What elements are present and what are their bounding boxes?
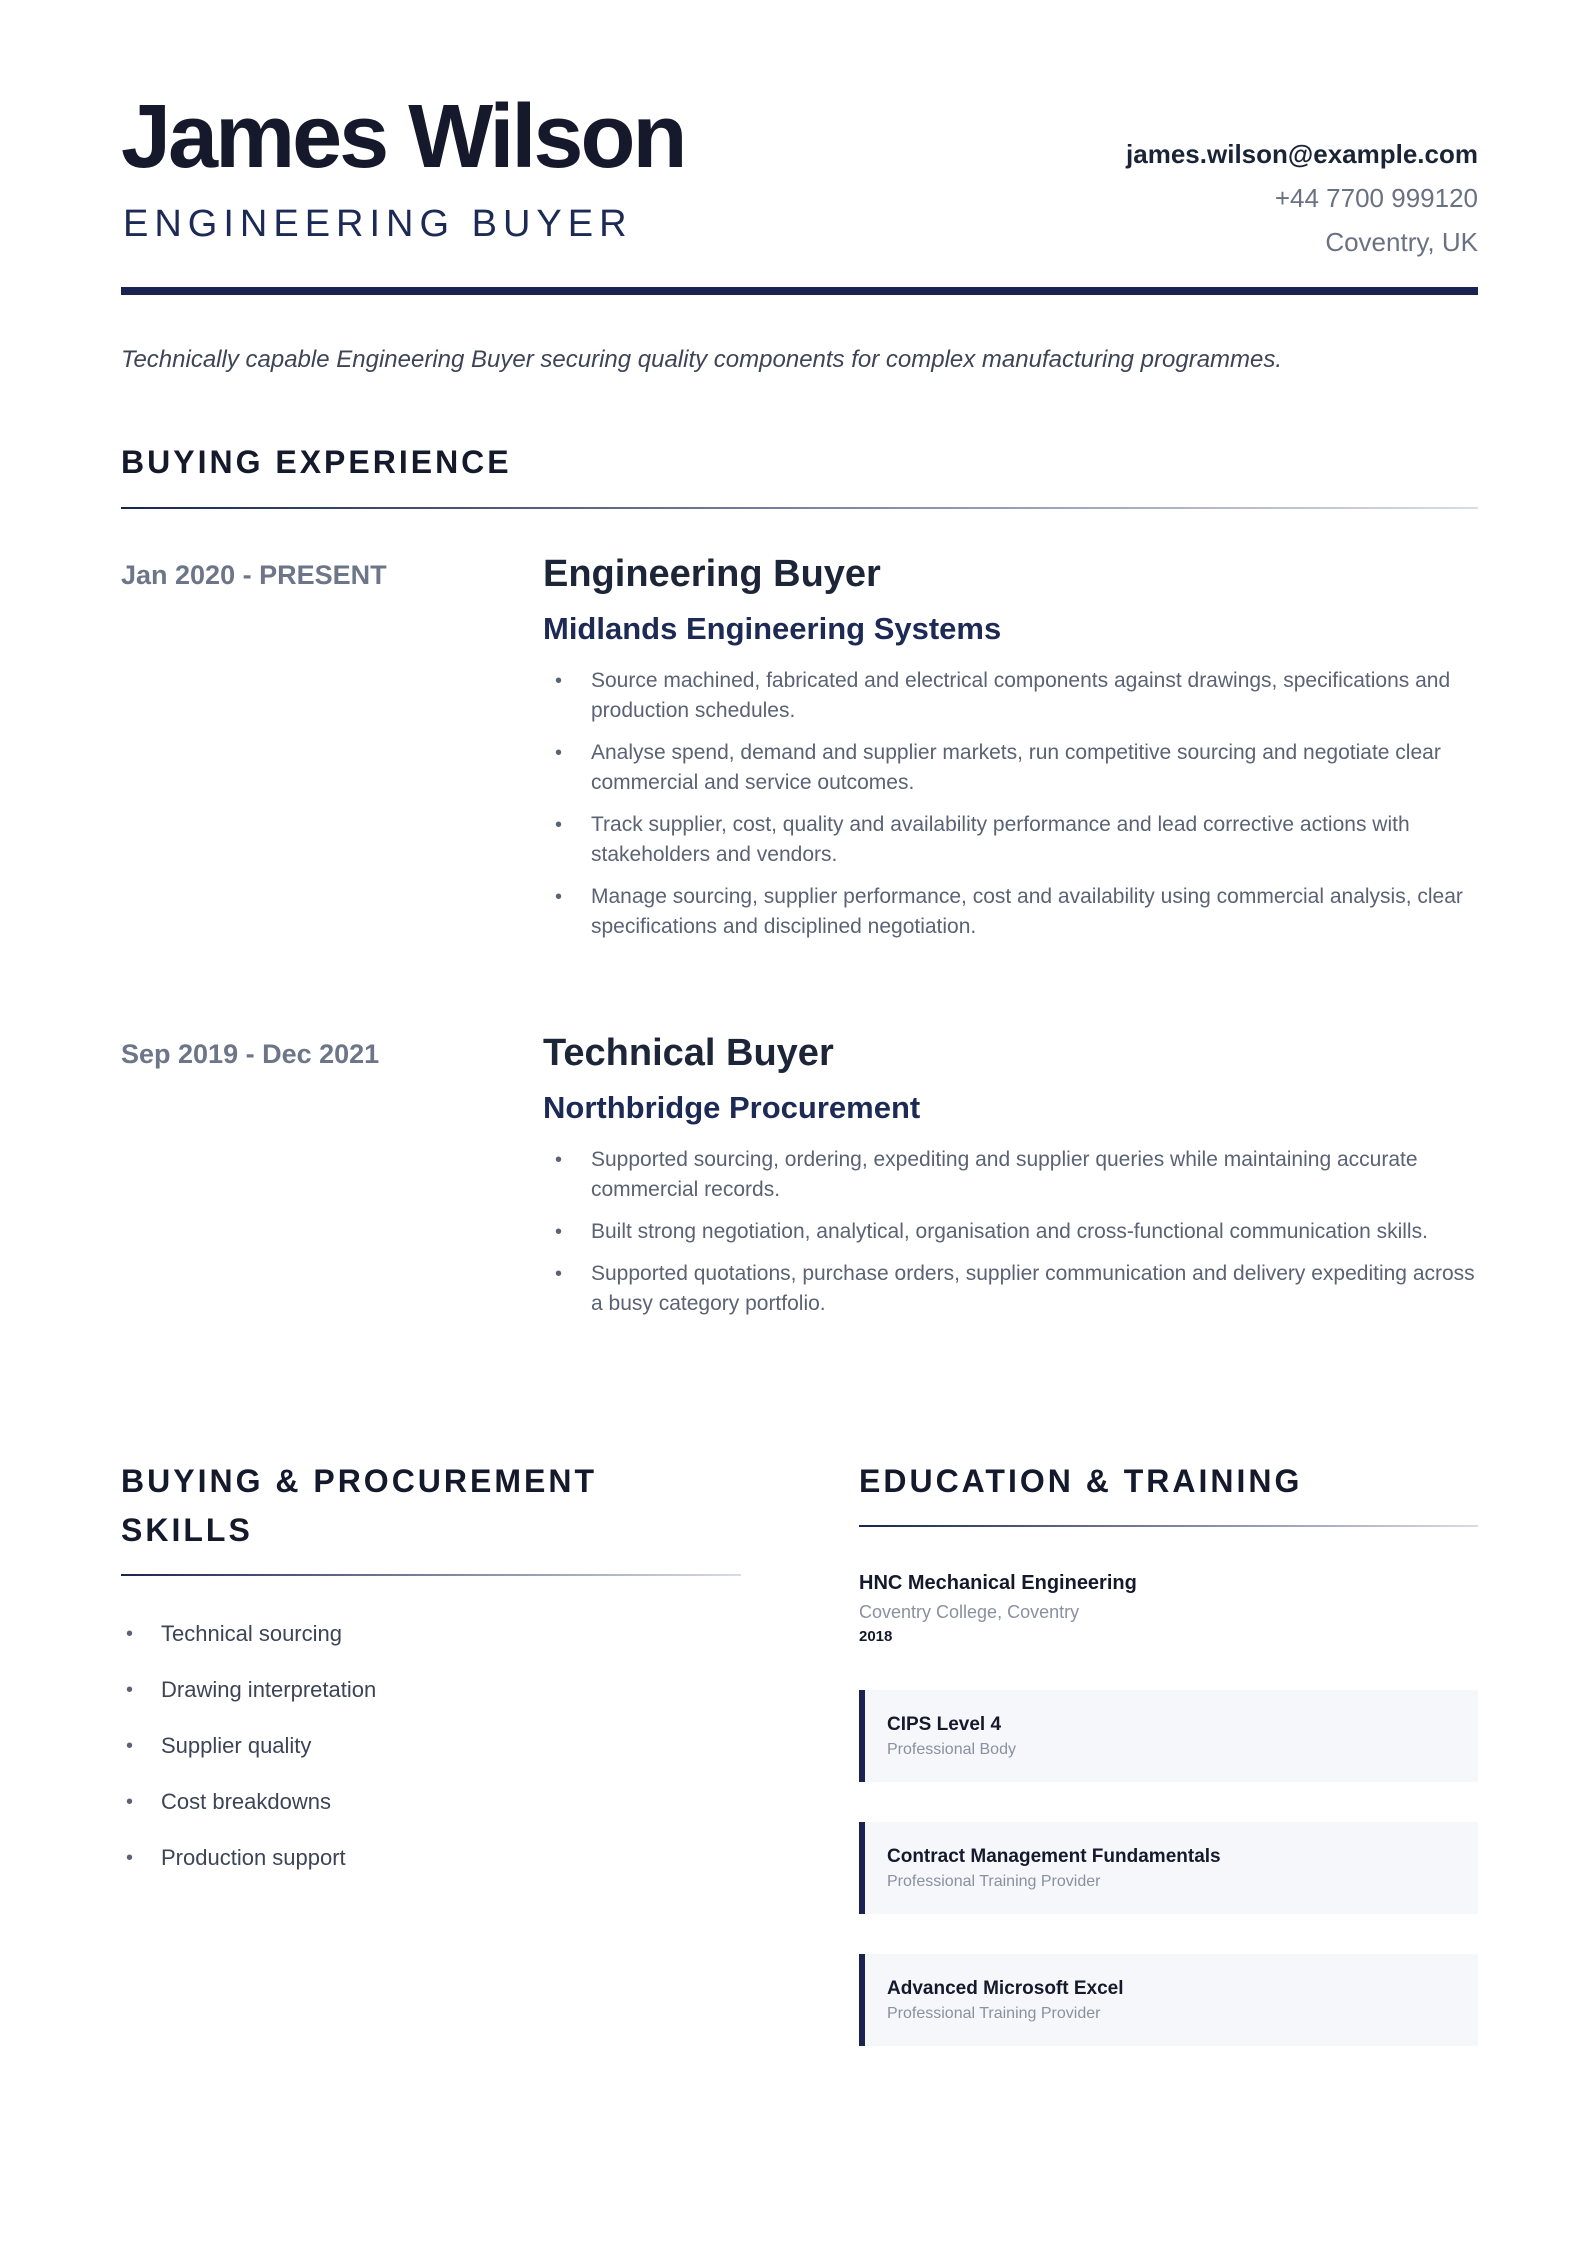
skills-heading-line1: BUYING & PROCUREMENT <box>121 1463 598 1499</box>
job-bullet: • Manage sourcing, supplier performance, cost and availability using commercial analysis, clear specifications and disciplined negotiation. <box>543 882 1478 942</box>
certification-provider: Professional Training Provider <box>887 1873 1101 1890</box>
certification-name: CIPS Level 4 <box>887 1714 1002 1735</box>
candidate-role: ENGINEERING BUYER <box>123 203 633 245</box>
contact-email: james.wilson@example.com <box>1126 139 1478 169</box>
education-qualification: HNC Mechanical Engineering <box>859 1572 1137 1594</box>
education-entry <box>859 1568 1137 1648</box>
job-details <box>543 553 1478 954</box>
experience-heading: BUYING EXPERIENCE <box>121 444 512 480</box>
certification-card <box>859 1690 1478 1782</box>
job-title: Technical Buyer <box>543 1032 834 1074</box>
job-bullet: • Built strong negotiation, analytical, organisation and cross-functional communication skills. <box>543 1217 1478 1247</box>
job-company: Midlands Engineering Systems <box>543 611 1002 646</box>
job-bullet: • Source machined, fabricated and electrical components against drawings, specifications and production schedules. <box>543 666 1478 726</box>
certification-name: Contract Management Fundamentals <box>887 1846 1221 1867</box>
resume-page <box>121 0 1478 2246</box>
job-title: Engineering Buyer <box>543 553 881 595</box>
job-dates: Sep 2019 - Dec 2021 <box>121 1039 380 1069</box>
skill-item: • Cost breakdowns <box>121 1786 376 1842</box>
education-heading: EDUCATION & TRAINING <box>859 1463 1303 1499</box>
contact-phone: +44 7700 999120 <box>1274 183 1478 213</box>
skill-item: • Technical sourcing <box>121 1618 376 1674</box>
certification-provider: Professional Body <box>887 1741 1016 1758</box>
education-divider <box>859 1525 1478 1527</box>
job-dates: Jan 2020 - PRESENT <box>121 560 387 590</box>
job-company: Northbridge Procurement <box>543 1090 921 1125</box>
skills-heading-line2: SKILLS <box>121 1512 253 1548</box>
skills-heading <box>121 1457 741 1555</box>
candidate-name: James Wilson <box>121 87 685 187</box>
certification-name: Advanced Microsoft Excel <box>887 1978 1124 1999</box>
skills-divider <box>121 1574 741 1576</box>
certification-card <box>859 1954 1478 2046</box>
job-bullet: • Analyse spend, demand and supplier markets, run competitive sourcing and negotiate clear commercial and service outcomes. <box>543 738 1478 798</box>
job-bullets <box>543 666 1478 942</box>
job-bullet: • Track supplier, cost, quality and availability performance and lead corrective actions with stakeholders and vendors. <box>543 810 1478 870</box>
certification-provider: Professional Training Provider <box>887 2005 1101 2022</box>
skill-item: • Drawing interpretation <box>121 1674 376 1730</box>
experience-divider <box>121 507 1478 509</box>
skills-list <box>121 1618 376 1898</box>
job-bullet: • Supported quotations, purchase orders, supplier communication and delivery expediting across a busy category portfolio. <box>543 1259 1478 1319</box>
skill-item: • Supplier quality <box>121 1730 376 1786</box>
header-divider <box>121 287 1478 295</box>
education-institution: Coventry College, Coventry <box>859 1602 1080 1622</box>
profile-summary: Technically capable Engineering Buyer securing quality components for complex manufacturing programmes. <box>121 346 1283 373</box>
certification-card <box>859 1822 1478 1914</box>
job-bullet: • Supported sourcing, ordering, expediting and supplier queries while maintaining accurate commercial records. <box>543 1145 1478 1205</box>
skill-item: • Production support <box>121 1842 376 1898</box>
contact-location: Coventry, UK <box>1325 227 1478 257</box>
education-year: 2018 <box>859 1628 893 1645</box>
contact-block <box>1126 132 1478 264</box>
job-bullets <box>543 1145 1478 1319</box>
job-details <box>543 1032 1478 1331</box>
